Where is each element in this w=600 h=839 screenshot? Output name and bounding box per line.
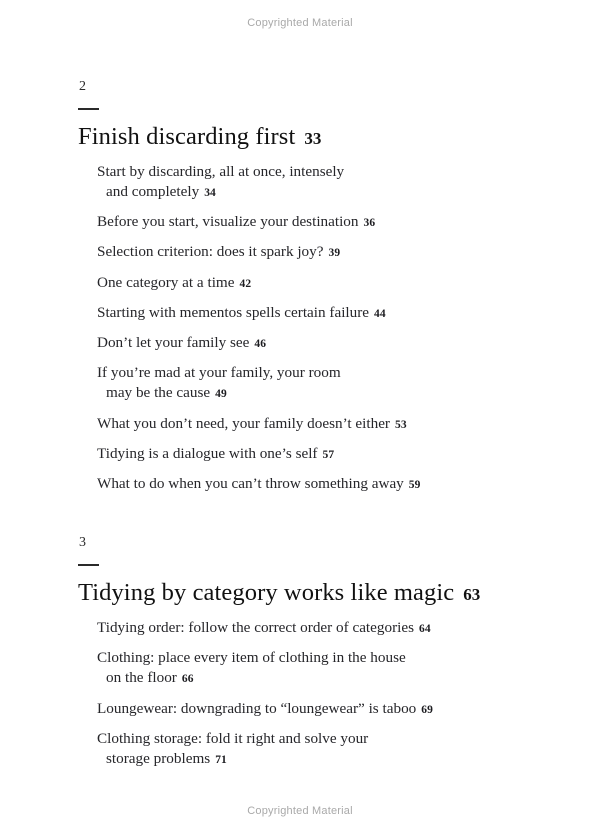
toc-entry-line2-text: storage problems: [106, 750, 211, 768]
chapter-number: 3: [79, 535, 86, 551]
chapter-section-2: [78, 80, 538, 494]
toc-entry[interactable]: [97, 162, 538, 202]
toc-entry-line1: Starting with mementos spells certain failure: [97, 303, 370, 321]
toc-entry[interactable]: [97, 363, 538, 403]
toc-entry[interactable]: [97, 212, 538, 232]
chapter-entry-list: [78, 618, 538, 769]
copyright-watermark-bottom: Copyrighted Material: [247, 805, 353, 817]
chapter-number: 2: [79, 79, 86, 94]
chapter-title: [78, 123, 538, 151]
toc-entry[interactable]: [97, 474, 538, 494]
toc-entry-line1: Clothing storage: fold it right and solve your: [97, 729, 369, 747]
toc-entry-page: 59: [408, 479, 421, 492]
toc-entry[interactable]: [97, 242, 538, 262]
chapter-entry-list: [78, 162, 538, 495]
toc-entry-line1: One category at a time: [97, 273, 235, 291]
toc-entry-line2: [106, 182, 538, 202]
toc-entry-page: 69: [421, 703, 433, 716]
toc-entry-line2-text: and completely: [106, 182, 200, 200]
toc-entry-page: 71: [215, 754, 227, 767]
toc-entry[interactable]: [97, 729, 538, 769]
toc-entry-page: 39: [328, 247, 341, 260]
toc-entry-page: 36: [363, 217, 376, 230]
chapter-title: [78, 579, 538, 607]
toc-entry-line1: Start by discarding, all at once, intensely: [97, 162, 345, 180]
toc-entry[interactable]: [97, 414, 538, 434]
toc-entry[interactable]: [97, 618, 538, 638]
toc-entry-line1: Before you start, visualize your destination: [97, 213, 359, 231]
toc-entry-page: 34: [204, 186, 216, 199]
chapter-rule: [78, 108, 99, 110]
toc-entry[interactable]: [97, 648, 538, 688]
toc-entry-page: 46: [254, 337, 267, 350]
toc-entry-page: 44: [374, 307, 386, 320]
chapter-page-number: 33: [304, 128, 322, 148]
toc-entry-line1: If you’re mad at your family, your room: [97, 364, 341, 382]
toc-entry[interactable]: [97, 699, 538, 719]
copyright-watermark-top: Copyrighted Material: [247, 17, 353, 29]
toc-entry-page: 53: [395, 418, 407, 431]
chapter-section-3: [78, 536, 538, 769]
toc-entry-page: 66: [181, 673, 194, 686]
toc-entry-line2: [106, 383, 538, 403]
toc-entry-page: 64: [419, 622, 431, 635]
toc-entry[interactable]: [97, 273, 538, 293]
toc-entry-line1: Tidying order: follow the correct order of categories: [97, 618, 415, 636]
toc-entry-line2: [106, 749, 538, 769]
toc-entry[interactable]: [97, 333, 538, 353]
toc-entry-line1: Clothing: place every item of clothing in the house: [97, 649, 406, 667]
toc-entry-line1: Tidying is a dialogue with one’s self: [97, 444, 318, 462]
toc-entry[interactable]: [97, 303, 538, 323]
chapter-page-number: 63: [463, 584, 481, 604]
table-of-contents: [78, 80, 538, 769]
toc-entry-line2-text: on the floor: [106, 669, 177, 687]
toc-entry[interactable]: [97, 444, 538, 464]
toc-entry-line2-text: may be the cause: [106, 384, 211, 402]
toc-entry-line1: Don’t let your family see: [97, 333, 250, 351]
toc-entry-line1: Selection criterion: does it spark joy?: [97, 243, 324, 261]
toc-entry-line2: [106, 668, 538, 688]
chapter-rule: [78, 564, 99, 566]
chapter-title-text: Finish discarding first: [78, 122, 296, 150]
toc-entry-page: 57: [322, 448, 335, 461]
chapter-title-text: Tidying by category works like magic: [78, 578, 455, 606]
toc-entry-page: 49: [215, 388, 227, 401]
toc-entry-page: 42: [239, 277, 252, 290]
toc-entry-line1: What to do when you can’t throw something away: [97, 475, 404, 493]
toc-entry-line1: What you don’t need, your family doesn’t either: [97, 414, 390, 432]
toc-entry-line1: Loungewear: downgrading to “loungewear” is taboo: [97, 699, 417, 717]
